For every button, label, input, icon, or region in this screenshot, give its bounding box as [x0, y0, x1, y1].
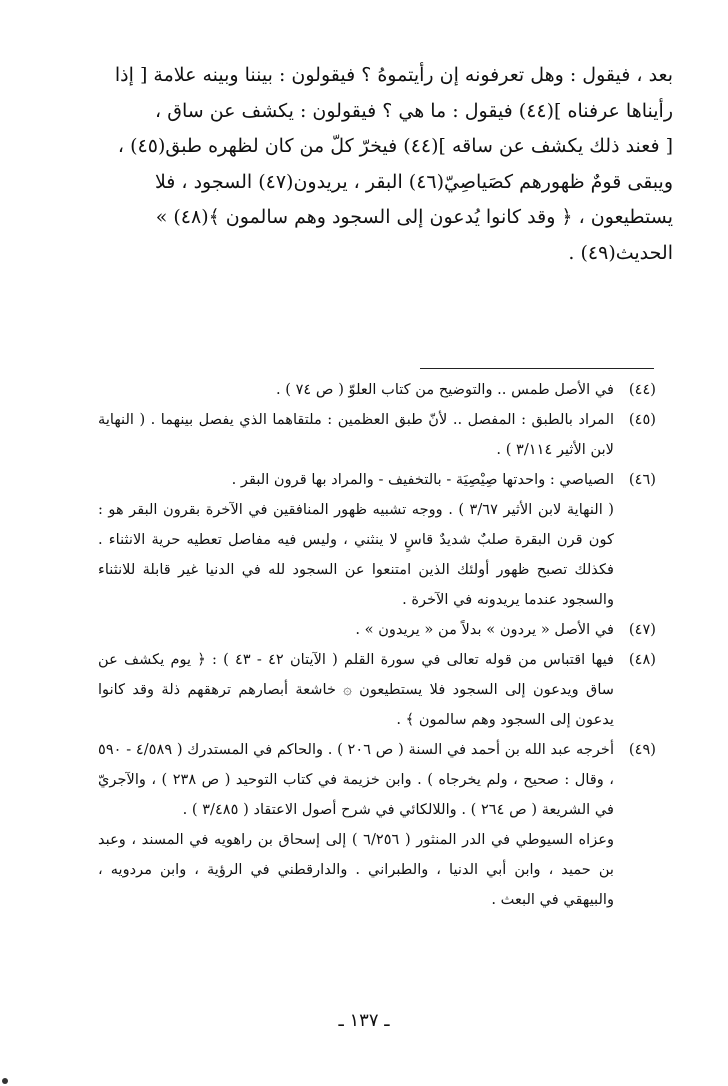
footnote-separator [420, 368, 654, 369]
main-text-line: ويبقى قومٌ ظهورهم كصَياصِيّ(٤٦) البقر ، يريدون(٤٧) السجود ، فلا [154, 170, 673, 193]
footnote-text: في الأصل « يردون » بدلاً من « يريدون » . [355, 621, 614, 638]
footnote-number: (٤٧) [628, 621, 656, 638]
page-number: ـ ١٣٧ ـ [338, 1010, 390, 1031]
main-text-line: بعد ، فيقول : وهل تعرفونه إن رأيتموهُ ؟ فيقولون : بيننا وبينه علامة [ إذا [114, 64, 673, 86]
footnotes [98, 375, 656, 915]
footnote [98, 405, 656, 465]
footnote [98, 645, 656, 735]
scan-speck [2, 1078, 8, 1084]
footnote-text: الصياصي : واحدتها صِيْصِيَة - بالتخفيف - والمراد بها قرون البقر . [231, 471, 614, 488]
footnote-number: (٤٥) [628, 411, 656, 428]
footnote-number: (٤٦) [628, 471, 656, 488]
footnote-text: وعزاه السيوطي في الدر المنثور ( ٦/٢٥٦ ) إلى إسحاق بن راهويه في المسند ، وعبد بن حميد ، وابن أبي الدنيا ، والطبراني . والدارقطني في الرؤية ، وابن مردويه ، والبيهقي في البعث . [98, 831, 614, 908]
footnote [98, 735, 656, 915]
footnote-number: (٤٩) [628, 741, 656, 758]
footnote-text: فيها اقتباس من قوله تعالى في سورة القلم ( الآيتان ٤٢ - ٤٣ ) : ﴿ يوم يكشف عن ساق ويدعون إلى السجود فلا يستطيعون ۞ خاشعة أبصارهم ترهقهم ذلة وقد كانوا يدعون إلى السجود وهم سالمون ﴾ . [98, 651, 614, 728]
footnote [98, 465, 656, 495]
main-text-line: [ فعند ذلك يكشف عن ساقه ](٤٤) فيخرّ كلّ من كان لظهره طبق(٤٥) ، [117, 135, 673, 157]
footnote [98, 615, 656, 645]
footnote-continuation [98, 495, 656, 615]
footnote [98, 375, 656, 405]
main-text [98, 58, 673, 271]
footnote-text: ( النهاية لابن الأثير ٣/٦٧ ) . ووجه تشبيه ظهور المنافقين في الآخرة بقرون البقر هو : كون قرن البقرة صلبٌ شديدٌ قاسٍ لا ينثني ، وليس فيه مفاصل تعطيه حرية الانثناء . فكذلك تصبح ظهور أولئك الذين امتنعوا عن السجود لله في الدنيا غير قابلة للانثناء والسجود عندما يريدونه في الآخرة . [98, 501, 615, 608]
main-text-line: رأيناها عرفناه ](٤٤) فيقول : ما هي ؟ فيقولون : يكشف عن ساق ، [155, 99, 673, 122]
footnote-text: أخرجه عبد الله بن أحمد في السنة ( ص ٢٠٦ ) . والحاكم في المستدرك ( ٤/٥٨٩ - ٥٩٠ ، وقال : صحيح ، ولم يخرجاه ) . وابن خزيمة في كتاب التوحيد ( ص ٢٣٨ ) ، والآجريّ في الشريعة ( ص ٢٦٤ ) . واللالكائي في شرح أصول الاعتقاد ( ٣/٤٨٥ ) . [98, 741, 614, 818]
footnote-text: المراد بالطبق : المفصل .. لأنّ طبق العظمين : ملتقاهما الذي يفصل بينهما . ( النهاية لابن الأثير ٣/١١٤ ) . [98, 411, 614, 458]
footnote-number: (٤٨) [628, 651, 656, 668]
main-text-line: الحديث(٤٩) . [568, 241, 673, 264]
main-text-line: يستطيعون ، ﴿ وقد كانوا يُدعون إلى السجود وهم سالمون ﴾(٤٨) » [155, 206, 673, 228]
footnote-number: (٤٤) [628, 381, 656, 398]
footnote-text: في الأصل طمس .. والتوضيح من كتاب العلوّ ( ص ٧٤ ) . [275, 381, 614, 398]
